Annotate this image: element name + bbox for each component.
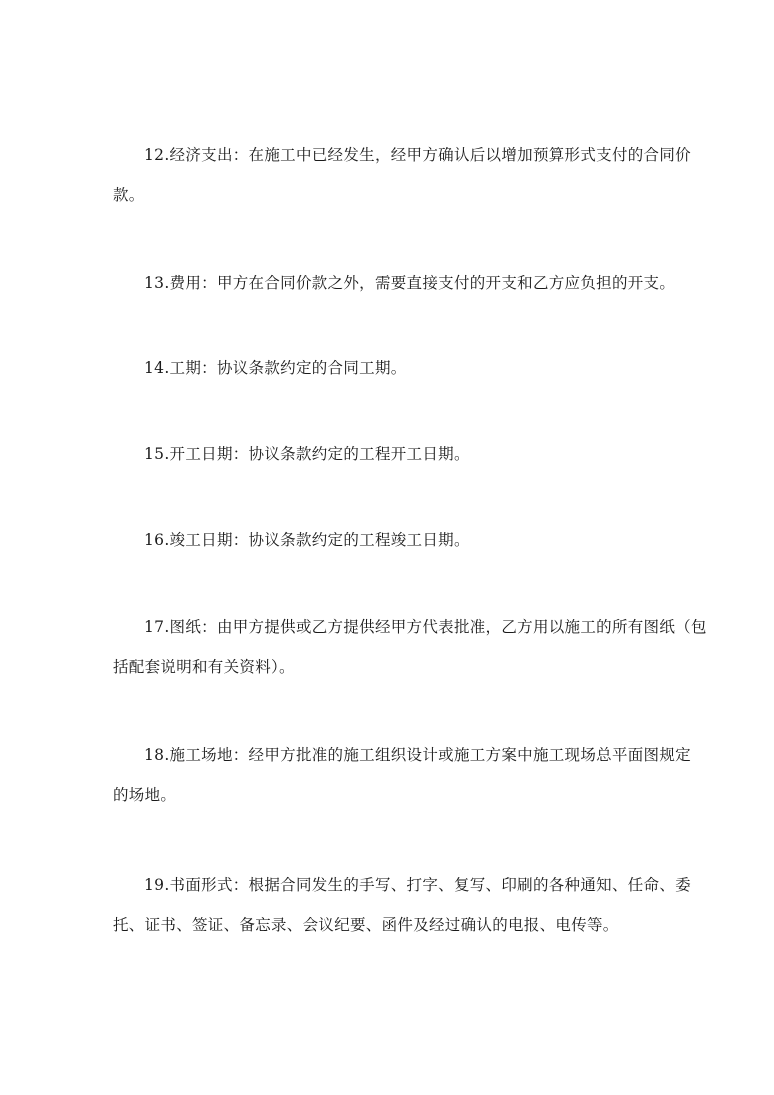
paragraph-13 <box>113 263 676 303</box>
paragraph-15 <box>113 434 673 474</box>
paragraph-line: 18.施工场地：经甲方批准的施工组织设计或施工方案中施工现场总平面图规定 <box>144 746 691 764</box>
paragraph-12 <box>113 135 691 215</box>
paragraph-16 <box>113 520 673 560</box>
paragraph-14 <box>113 348 673 388</box>
paragraph-line: 的场地。 <box>113 786 177 804</box>
paragraph-line: 托、证书、签证、备忘录、会议纪要、函件及经过确认的电报、电传等。 <box>113 916 619 934</box>
paragraph-line: 13.费用：甲方在合同价款之外，需要直接支付的开支和乙方应负担的开支。 <box>144 274 676 292</box>
paragraph-19 <box>113 865 691 945</box>
paragraph-18 <box>113 735 691 815</box>
paragraph-17 <box>113 607 707 687</box>
paragraph-line: 括配套说明和有关资料）。 <box>113 658 295 676</box>
paragraph-line: 19.书面形式：根据合同发生的手写、打字、复写、印刷的各种通知、任命、委 <box>144 876 691 894</box>
paragraph-line: 14.工期：协议条款约定的合同工期。 <box>144 359 407 377</box>
paragraph-line: 15.开工日期：协议条款约定的工程开工日期。 <box>144 445 470 463</box>
paragraph-line: 12.经济支出：在施工中已经发生，经甲方确认后以增加预算形式支付的合同价 <box>144 146 691 164</box>
paragraph-line: 款。 <box>113 186 145 204</box>
paragraph-line: 16.竣工日期：协议条款约定的工程竣工日期。 <box>144 531 470 549</box>
paragraph-line: 17.图纸：由甲方提供或乙方提供经甲方代表批准，乙方用以施工的所有图纸（包 <box>144 618 707 636</box>
